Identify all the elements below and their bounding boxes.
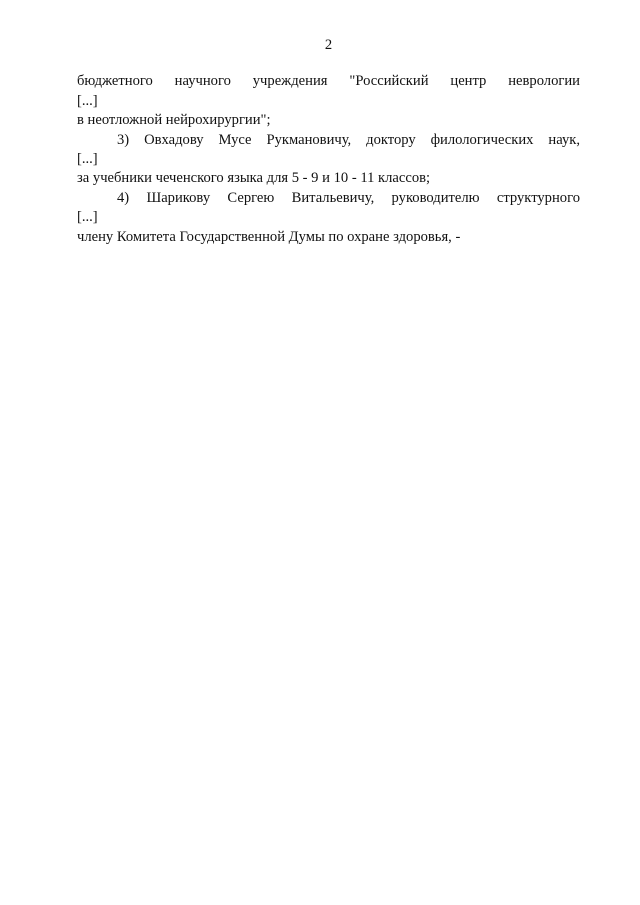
text-line: члену Комитета Государственной Думы по охране здоровья, - [77,228,461,245]
paragraph [77,72,580,130]
paragraph [77,131,580,189]
text-line: [...] [77,151,98,168]
text-line: за учебники чеченского языка для 5 - 9 и 10 - 11 классов; [77,170,431,187]
text-line: [...] [77,92,98,109]
document-body [77,72,580,247]
text-line: бюджетного научного учреждения "Российский центр неврологии [77,73,580,90]
text-line: 3) Овхадову Мусе Рукмановичу, доктору филологических наук, [117,131,580,148]
paragraph [77,189,580,247]
text-line: в неотложной нейрохирургии"; [77,112,271,129]
text-line: [...] [77,209,98,226]
text-line: 4) Шарикову Сергею Витальевичу, руководителю структурного [117,189,580,206]
page-number: 2 [324,37,333,53]
